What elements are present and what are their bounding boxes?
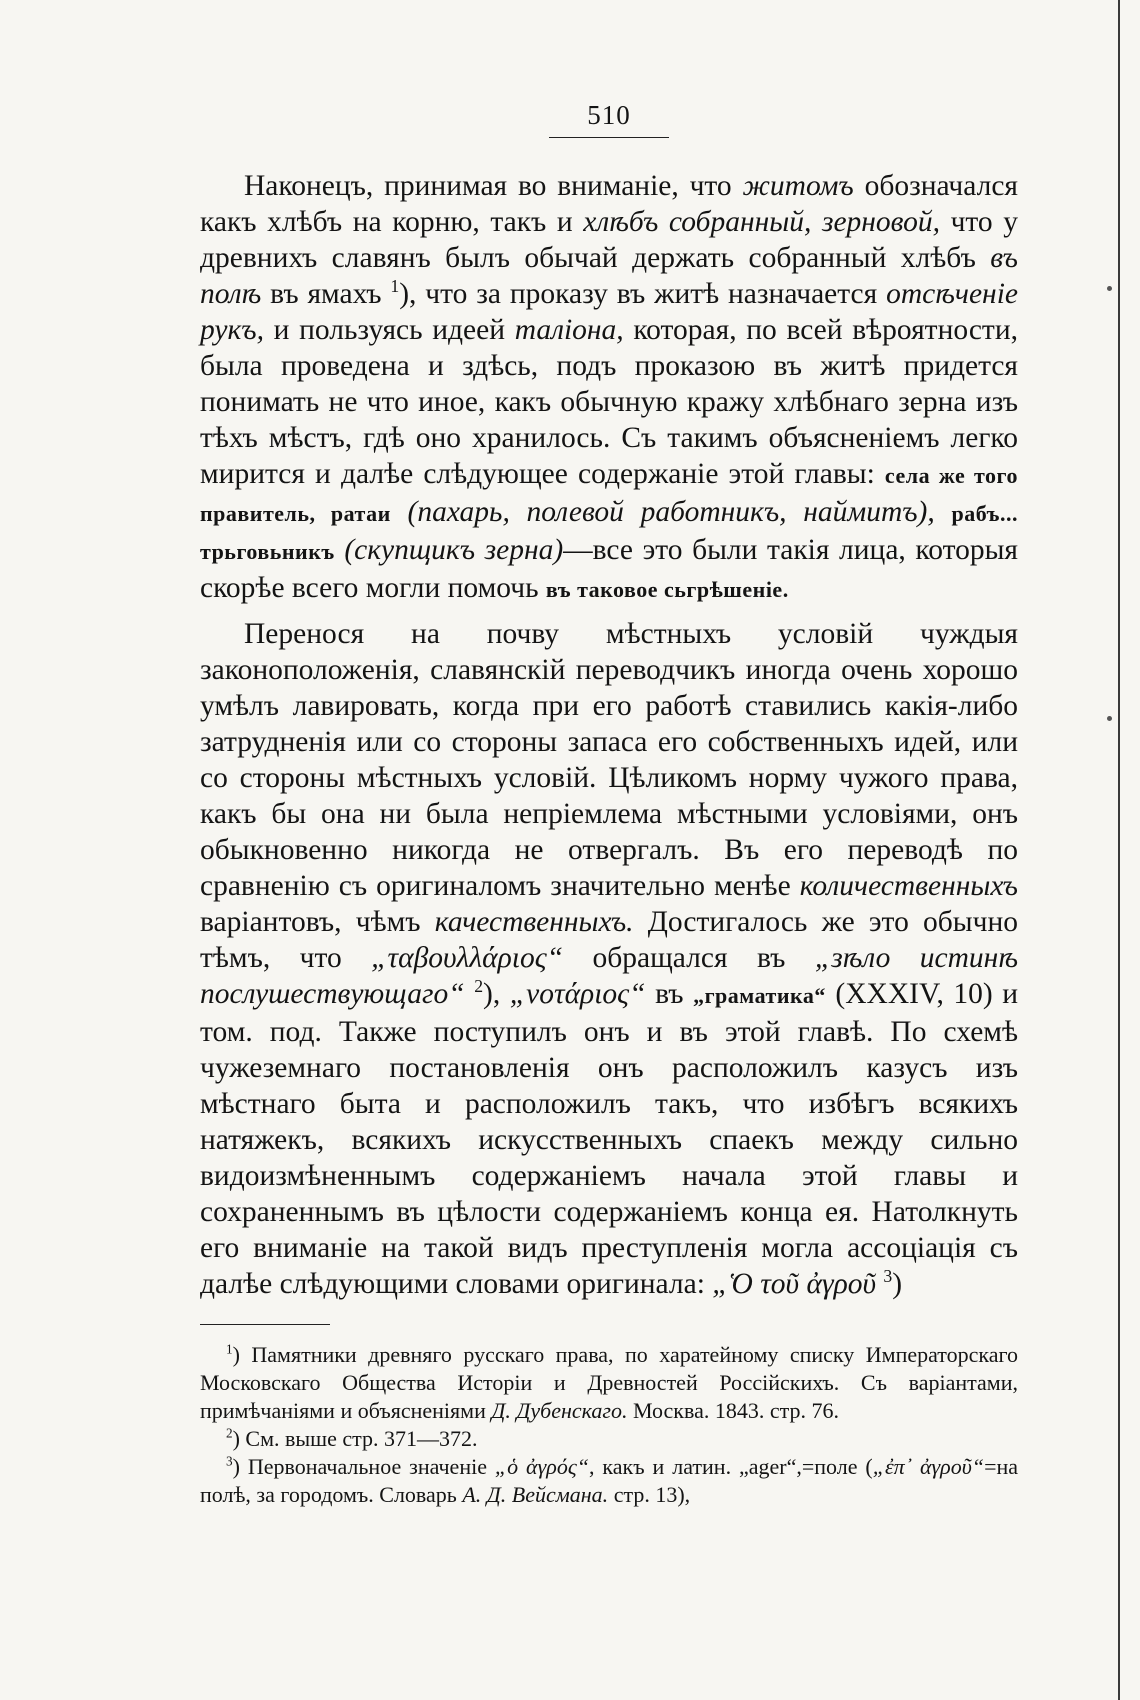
text-run [465, 978, 475, 1010]
italic-gloss: (пахарь, полевой работникъ, наймитъ), [407, 496, 935, 528]
text-run: Достигалось же это обычно тѣмъ, что [200, 906, 1018, 974]
text-run: въ ямахъ [261, 278, 391, 310]
church-slavonic-quote: села же того правитель, ратаи [200, 463, 1018, 526]
paragraph-2 [200, 616, 1018, 1302]
text-run: въ [645, 978, 694, 1010]
text-run: и пользуясь идеей [263, 314, 515, 346]
footnote-1 [200, 1341, 1018, 1425]
text-run [391, 496, 408, 528]
text-run: обозначался какъ хлѣбъ на корню, такъ и [200, 170, 1019, 238]
church-slavonic-quote: „граматика“ [693, 983, 826, 1008]
greek-term: „νοτάριος“ [509, 978, 646, 1010]
text-run: ) Первоначальное значеніе [232, 1454, 495, 1479]
greek-term: „Ὁ τοῦ ἀγροῦ [712, 1268, 877, 1300]
footnote-ref-1: 1 [390, 276, 400, 297]
footnotes [200, 1341, 1018, 1509]
text-run: которая, по всей вѣроятности, была проведена и здѣсь, подъ проказою въ житѣ придется понимать не что иное, какъ обычную кражу хлѣбнаго зерна изъ тѣхъ мѣстъ, гдѣ оно хранилось. Съ такимъ объясненіемъ легко мирится и далѣе слѣдующее содержаніе этой главы: [200, 314, 1018, 490]
church-slavonic-quote: въ таковое сьгрѣшеніе. [545, 577, 789, 602]
text-run: Москва. 1843. стр. 76. [627, 1398, 839, 1423]
italic-term: отсѣченіе рукъ, [200, 278, 1018, 346]
text-run: =на полѣ, за городомъ. Словарь [200, 1454, 1019, 1507]
italic-term: качественныхъ. [434, 906, 634, 938]
text-run: ) [892, 1268, 903, 1300]
italic-term: таліона, [514, 314, 624, 346]
footnote-mark: 2 [226, 1425, 233, 1441]
main-text [200, 168, 1018, 1302]
text-run: , какъ и латин. „ager“,=поле ( [589, 1454, 873, 1479]
footnote-ref-2: 2 [474, 976, 484, 997]
text-run: ), что за проказу въ житѣ назначается [399, 278, 887, 310]
text-run [935, 496, 952, 528]
footnote-mark: 3 [226, 1453, 233, 1469]
footnote-mark: 1 [226, 1341, 233, 1357]
text-run: что у древнихъ славянъ былъ обычай держать собранный хлѣбъ [200, 206, 1019, 274]
church-slavonic-quote: рабъ... трьговьникъ [200, 501, 1018, 564]
text-run: ), [483, 978, 510, 1010]
footnote-2 [200, 1425, 1018, 1453]
text-run: ) Памятники древняго русскаго права, по харатейному списку Императорскаго Московскаго Общества Исторіи и Древностей Россійскихъ. Съ варіантами, примѣчаніями и объясненіями [200, 1342, 1018, 1423]
page-number: 510 [549, 100, 669, 138]
book-page [200, 100, 1018, 1509]
text-run: Перенося на почву мѣстныхъ условій чуждыя законоположенія, славянскій переводчикъ иногда очень хорошо умѣлъ лавировать, когда при его работѣ ставились какія-либо затрудненія или со стороны запаса его собственныхъ идей, или со стороны мѣстныхъ условій. Цѣликомъ норму чужого права, какъ бы она ни была непріемлема мѣстными условіями, онъ обыкновенно никогда не отвергалъ. Въ его переводѣ по сравненію съ оригиналомъ значительно менѣе [200, 618, 1018, 902]
footnote-3 [200, 1453, 1018, 1509]
greek-term: „ὁ ἀγρός“ [494, 1454, 590, 1479]
greek-term: „ἐπ᾽ ἀγροῦ“ [872, 1454, 985, 1479]
text-run: ) См. выше стр. 371—372. [232, 1426, 478, 1451]
italic-term: количественныхъ [799, 870, 1018, 902]
text-run: —все это были такія лица, которыя скорѣе всего могли помочь [200, 534, 1018, 604]
italic-term: хлѣбъ собранный, зерновой, [583, 206, 940, 238]
text-run: обращался въ [563, 942, 815, 974]
italic-author: Д. Дубенскаго. [491, 1398, 628, 1423]
italic-term: „зѣло истинѣ послушествующаго“ [200, 942, 1018, 1010]
paragraph-1 [200, 168, 1018, 608]
text-run: варіантовъ, чѣмъ [200, 906, 435, 938]
text-run: (XXXIV, 10) и том. под. Также поступилъ онъ и въ этой главѣ. По схемѣ чужеземнаго постановленія онъ расположилъ казусъ изъ мѣстнаго быта и расположилъ такъ, что избѣгъ всякихъ натяжекъ, всякихъ искусственныхъ спаекъ между сильно видоизмѣненнымъ содержаніемъ начала этой главы и сохраненнымъ въ цѣлости содержаніемъ конца ея. Натолкнуть его вниманіе на такой видъ преступленія могла ассоціація съ далѣе слѣдующими словами оригинала: [200, 978, 1019, 1300]
italic-gloss: (скупщикъ зерна) [344, 534, 564, 566]
italic-term: въ полѣ [200, 242, 1018, 310]
greek-term: „ταβουλλάριος“ [371, 942, 564, 974]
margin-dot [1107, 286, 1112, 291]
margin-dot [1107, 716, 1112, 721]
text-run: стр. 13), [608, 1482, 691, 1507]
footnote-separator [200, 1324, 330, 1325]
page-spine-line [1118, 0, 1120, 1700]
footnote-ref-3: 3 [883, 1266, 893, 1287]
italic-term: житомъ [742, 170, 854, 202]
text-run [335, 534, 345, 566]
text-run: Наконецъ, принимая во вниманіе, что [244, 170, 743, 202]
italic-author: А. Д. Вейсмана. [462, 1482, 609, 1507]
